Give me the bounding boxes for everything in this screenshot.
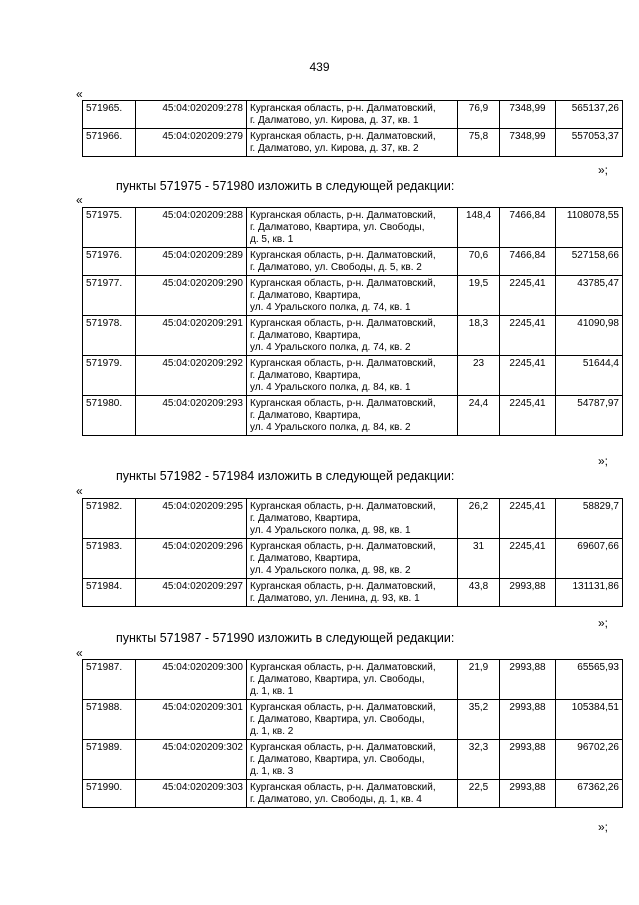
address-cell (247, 579, 458, 607)
address-line: г. Далматово, ул. Свободы, д. 1, кв. 4 (250, 794, 422, 805)
item-number-cell: 571975. (83, 208, 136, 248)
unit-price-cell: 2245,41 (500, 356, 556, 396)
address-line: г. Далматово, ул. Свободы, д. 5, кв. 2 (250, 262, 422, 273)
address-line: д. 1, кв. 3 (250, 766, 294, 777)
cadastral-value-cell: 557053,37 (556, 129, 623, 157)
cadastral-number-cell: 45:04:020209:278 (136, 101, 247, 129)
unit-price-cell: 7348,99 (500, 129, 556, 157)
address-line: г. Далматово, Квартира, (250, 410, 361, 421)
table-row (83, 499, 623, 539)
table-row (83, 539, 623, 579)
item-number-cell: 571976. (83, 248, 136, 276)
area-cell: 31 (458, 539, 500, 579)
address-cell (247, 208, 458, 248)
address-line: Курганская область, р-н. Далматовский, (250, 782, 436, 793)
area-cell: 75,8 (458, 129, 500, 157)
cadastral-number-cell: 45:04:020209:297 (136, 579, 247, 607)
address-line: Курганская область, р-н. Далматовский, (250, 358, 436, 369)
unit-price-cell: 2993,88 (500, 579, 556, 607)
address-line: Курганская область, р-н. Далматовский, (250, 398, 436, 409)
item-number-cell: 571979. (83, 356, 136, 396)
unit-price-cell: 2245,41 (500, 499, 556, 539)
quote-close: »; (598, 616, 609, 630)
address-line: Курганская область, р-н. Далматовский, (250, 742, 436, 753)
table-row (83, 316, 623, 356)
cadastral-value-cell: 1108078,55 (556, 208, 623, 248)
cadastral-value-cell: 131131,86 (556, 579, 623, 607)
address-line: Курганская область, р-н. Далматовский, (250, 103, 436, 114)
address-cell (247, 740, 458, 780)
address-line: д. 5, кв. 1 (250, 234, 294, 245)
unit-price-cell: 7348,99 (500, 101, 556, 129)
cadastral-number-cell: 45:04:020209:302 (136, 740, 247, 780)
cadastral-value-cell: 96702,26 (556, 740, 623, 780)
address-line: г. Далматово, Квартира, ул. Свободы, (250, 714, 425, 725)
cadastral-number-cell: 45:04:020209:289 (136, 248, 247, 276)
table-row (83, 579, 623, 607)
address-line: Курганская область, р-н. Далматовский, (250, 541, 436, 552)
area-cell: 19,5 (458, 276, 500, 316)
item-number-cell: 571987. (83, 660, 136, 700)
address-line: г. Далматово, Квартира, (250, 330, 361, 341)
quote-open: « (76, 193, 83, 207)
unit-price-cell: 2245,41 (500, 316, 556, 356)
address-line: Курганская область, р-н. Далматовский, (250, 278, 436, 289)
registry-table-4 (82, 659, 623, 808)
table-row (83, 356, 623, 396)
address-line: г. Далматово, ул. Кирова, д. 37, кв. 2 (250, 143, 419, 154)
address-cell (247, 396, 458, 436)
area-cell: 35,2 (458, 700, 500, 740)
registry-table-3 (82, 498, 623, 607)
item-number-cell: 571989. (83, 740, 136, 780)
cadastral-number-cell: 45:04:020209:301 (136, 700, 247, 740)
cadastral-number-cell: 45:04:020209:295 (136, 499, 247, 539)
cadastral-value-cell: 105384,51 (556, 700, 623, 740)
cadastral-number-cell: 45:04:020209:293 (136, 396, 247, 436)
area-cell: 148,4 (458, 208, 500, 248)
address-line: д. 1, кв. 2 (250, 726, 294, 737)
address-line: Курганская область, р-н. Далматовский, (250, 702, 436, 713)
address-line: ул. 4 Уральского полка, д. 98, кв. 2 (250, 565, 411, 576)
item-number-cell: 571983. (83, 539, 136, 579)
table-row (83, 248, 623, 276)
address-cell (247, 276, 458, 316)
address-line: г. Далматово, Квартира, ул. Свободы, (250, 674, 425, 685)
cadastral-value-cell: 565137,26 (556, 101, 623, 129)
address-line: Курганская область, р-н. Далматовский, (250, 662, 436, 673)
unit-price-cell: 2993,88 (500, 740, 556, 780)
address-cell (247, 539, 458, 579)
table-row (83, 129, 623, 157)
address-line: г. Далматово, ул. Ленина, д. 93, кв. 1 (250, 593, 420, 604)
address-line: г. Далматово, Квартира, ул. Свободы, (250, 754, 425, 765)
area-cell: 24,4 (458, 396, 500, 436)
item-number-cell: 571990. (83, 780, 136, 808)
area-cell: 18,3 (458, 316, 500, 356)
address-line: ул. 4 Уральского полка, д. 98, кв. 1 (250, 525, 411, 536)
address-cell (247, 660, 458, 700)
address-line: ул. 4 Уральского полка, д. 84, кв. 2 (250, 422, 411, 433)
address-cell (247, 499, 458, 539)
unit-price-cell: 2245,41 (500, 396, 556, 436)
cadastral-number-cell: 45:04:020209:291 (136, 316, 247, 356)
cadastral-value-cell: 51644,4 (556, 356, 623, 396)
table-row (83, 208, 623, 248)
address-line: Курганская область, р-н. Далматовский, (250, 131, 436, 142)
unit-price-cell: 2245,41 (500, 276, 556, 316)
table-row (83, 740, 623, 780)
address-line: г. Далматово, Квартира, (250, 513, 361, 524)
cadastral-number-cell: 45:04:020209:292 (136, 356, 247, 396)
cadastral-value-cell: 58829,7 (556, 499, 623, 539)
area-cell: 23 (458, 356, 500, 396)
unit-price-cell: 2993,88 (500, 700, 556, 740)
item-number-cell: 571980. (83, 396, 136, 436)
unit-price-cell: 2245,41 (500, 539, 556, 579)
registry-table-1 (82, 100, 623, 157)
item-number-cell: 571984. (83, 579, 136, 607)
table-row (83, 101, 623, 129)
area-cell: 43,8 (458, 579, 500, 607)
page-number: 439 (309, 60, 330, 74)
address-cell (247, 248, 458, 276)
cadastral-number-cell: 45:04:020209:296 (136, 539, 247, 579)
cadastral-value-cell: 67362,26 (556, 780, 623, 808)
address-line: Курганская область, р-н. Далматовский, (250, 250, 436, 261)
cadastral-value-cell: 41090,98 (556, 316, 623, 356)
cadastral-number-cell: 45:04:020209:290 (136, 276, 247, 316)
cadastral-number-cell: 45:04:020209:288 (136, 208, 247, 248)
address-line: г. Далматово, Квартира, ул. Свободы, (250, 222, 425, 233)
item-number-cell: 571982. (83, 499, 136, 539)
address-line: ул. 4 Уральского полка, д. 74, кв. 1 (250, 302, 411, 313)
quote-open: « (76, 484, 83, 498)
area-cell: 76,9 (458, 101, 500, 129)
item-number-cell: 571978. (83, 316, 136, 356)
cadastral-value-cell: 65565,93 (556, 660, 623, 700)
area-cell: 26,2 (458, 499, 500, 539)
area-cell: 21,9 (458, 660, 500, 700)
address-line: г. Далматово, Квартира, (250, 553, 361, 564)
address-line: Курганская область, р-н. Далматовский, (250, 210, 436, 221)
address-line: ул. 4 Уральского полка, д. 84, кв. 1 (250, 382, 411, 393)
address-cell (247, 129, 458, 157)
item-number-cell: 571966. (83, 129, 136, 157)
table-row (83, 700, 623, 740)
unit-price-cell: 7466,84 (500, 248, 556, 276)
quote-close: »; (598, 820, 609, 834)
address-cell (247, 700, 458, 740)
cadastral-number-cell: 45:04:020209:303 (136, 780, 247, 808)
item-number-cell: 571965. (83, 101, 136, 129)
cadastral-number-cell: 45:04:020209:300 (136, 660, 247, 700)
table-row (83, 660, 623, 700)
address-cell (247, 356, 458, 396)
unit-price-cell: 7466,84 (500, 208, 556, 248)
item-number-cell: 571977. (83, 276, 136, 316)
quote-open: « (76, 646, 83, 660)
unit-price-cell: 2993,88 (500, 660, 556, 700)
area-cell: 70,6 (458, 248, 500, 276)
cadastral-value-cell: 527158,66 (556, 248, 623, 276)
quote-close: »; (598, 163, 609, 177)
unit-price-cell: 2993,88 (500, 780, 556, 808)
table-row (83, 396, 623, 436)
address-line: Курганская область, р-н. Далматовский, (250, 581, 436, 592)
address-line: г. Далматово, ул. Кирова, д. 37, кв. 1 (250, 115, 419, 126)
address-cell (247, 316, 458, 356)
address-line: ул. 4 Уральского полка, д. 74, кв. 2 (250, 342, 411, 353)
table-row (83, 780, 623, 808)
address-line: Курганская область, р-н. Далматовский, (250, 318, 436, 329)
address-line: г. Далматово, Квартира, (250, 370, 361, 381)
area-cell: 32,3 (458, 740, 500, 780)
cadastral-value-cell: 69607,66 (556, 539, 623, 579)
address-line: г. Далматово, Квартира, (250, 290, 361, 301)
area-cell: 22,5 (458, 780, 500, 808)
instruction-text: пункты 571987 - 571990 изложить в следующей редакции: (116, 631, 455, 645)
instruction-text: пункты 571982 - 571984 изложить в следующей редакции: (116, 469, 455, 483)
cadastral-value-cell: 43785,47 (556, 276, 623, 316)
cadastral-number-cell: 45:04:020209:279 (136, 129, 247, 157)
registry-table-2 (82, 207, 623, 436)
quote-open: « (76, 87, 83, 101)
item-number-cell: 571988. (83, 700, 136, 740)
instruction-text: пункты 571975 - 571980 изложить в следующей редакции: (116, 179, 455, 193)
address-line: д. 1, кв. 1 (250, 686, 294, 697)
quote-close: »; (598, 454, 609, 468)
address-line: Курганская область, р-н. Далматовский, (250, 501, 436, 512)
address-cell (247, 780, 458, 808)
cadastral-value-cell: 54787,97 (556, 396, 623, 436)
address-cell (247, 101, 458, 129)
table-row (83, 276, 623, 316)
